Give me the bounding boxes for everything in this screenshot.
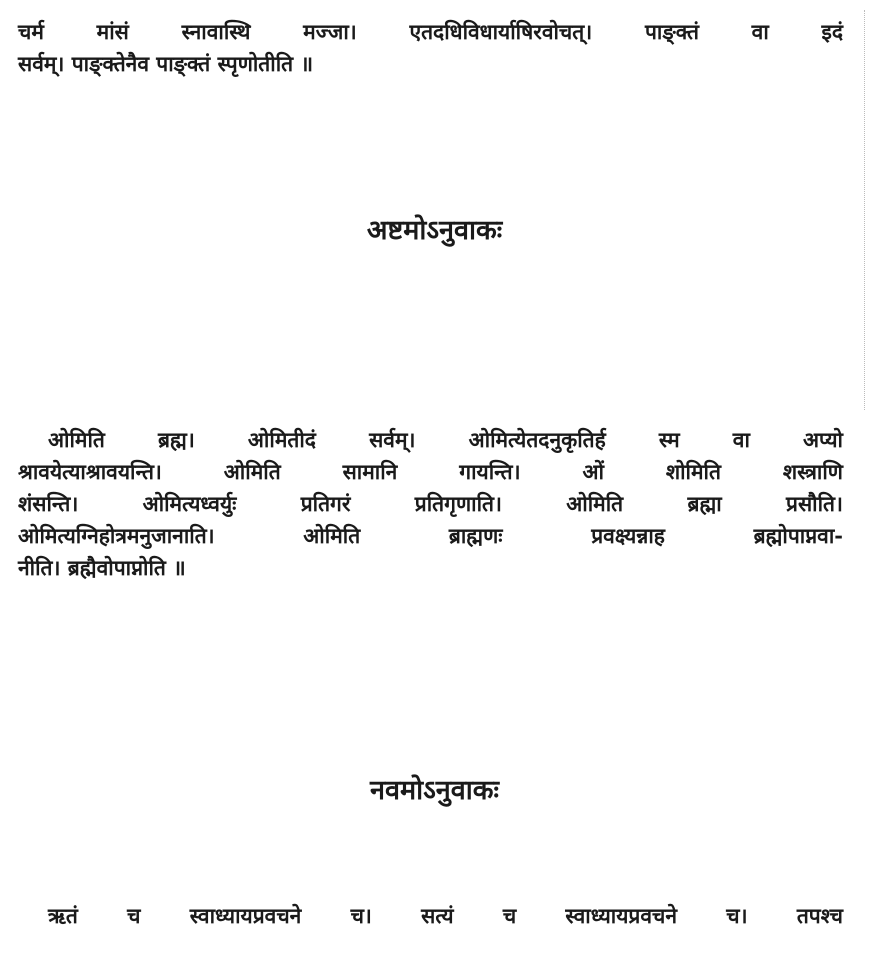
text-line: शंसन्ति। ओमित्यध्वर्युः प्रतिगरं प्रतिगृणाति। ओमिति ब्रह्मा प्रसौति। [18, 491, 843, 516]
text-line: नीति। ब्रह्मैवोपाप्नोति ॥ [18, 555, 186, 580]
text-line: ऋतं च स्वाध्यायप्रवचने च। सत्यं च स्वाध्यायप्रवचने च। तपश्च [48, 903, 843, 928]
text-line: ओमिति ब्रह्म। ओमितीदं सर्वम्। ओमित्येतदनुकृतिर्ह स्म वा अप्यो [48, 427, 843, 452]
paragraph-bottom [18, 900, 843, 932]
section-heading-eighth: अष्टमोऽनुवाकः [366, 215, 503, 246]
text-line: सर्वम्। पाङ्क्तेनैव पाङ्क्तं स्पृणोतीति ॥ [18, 51, 314, 76]
text-line: ओमित्यग्निहोत्रमनुजानाति। ओमिति ब्राह्मणः प्रवक्ष्यन्नाह ब्रह्मोपाप्नवा- [18, 523, 843, 548]
paragraph-top [18, 16, 843, 80]
paragraph-middle [18, 424, 843, 584]
text-line: चर्म मांसं स्नावास्थि मज्जा। एतदधिविधार्याषिरवोचत्। पाङ्क्तं वा इदं [18, 19, 843, 44]
text-line: श्रावयेत्याश्रावयन्ति। ओमिति सामानि गायन्ति। ओं शोमिति शस्त्राणि [18, 459, 843, 484]
scan-edge-noise [858, 10, 865, 410]
section-heading-ninth: नवमोऽनुवाकः [370, 775, 499, 806]
